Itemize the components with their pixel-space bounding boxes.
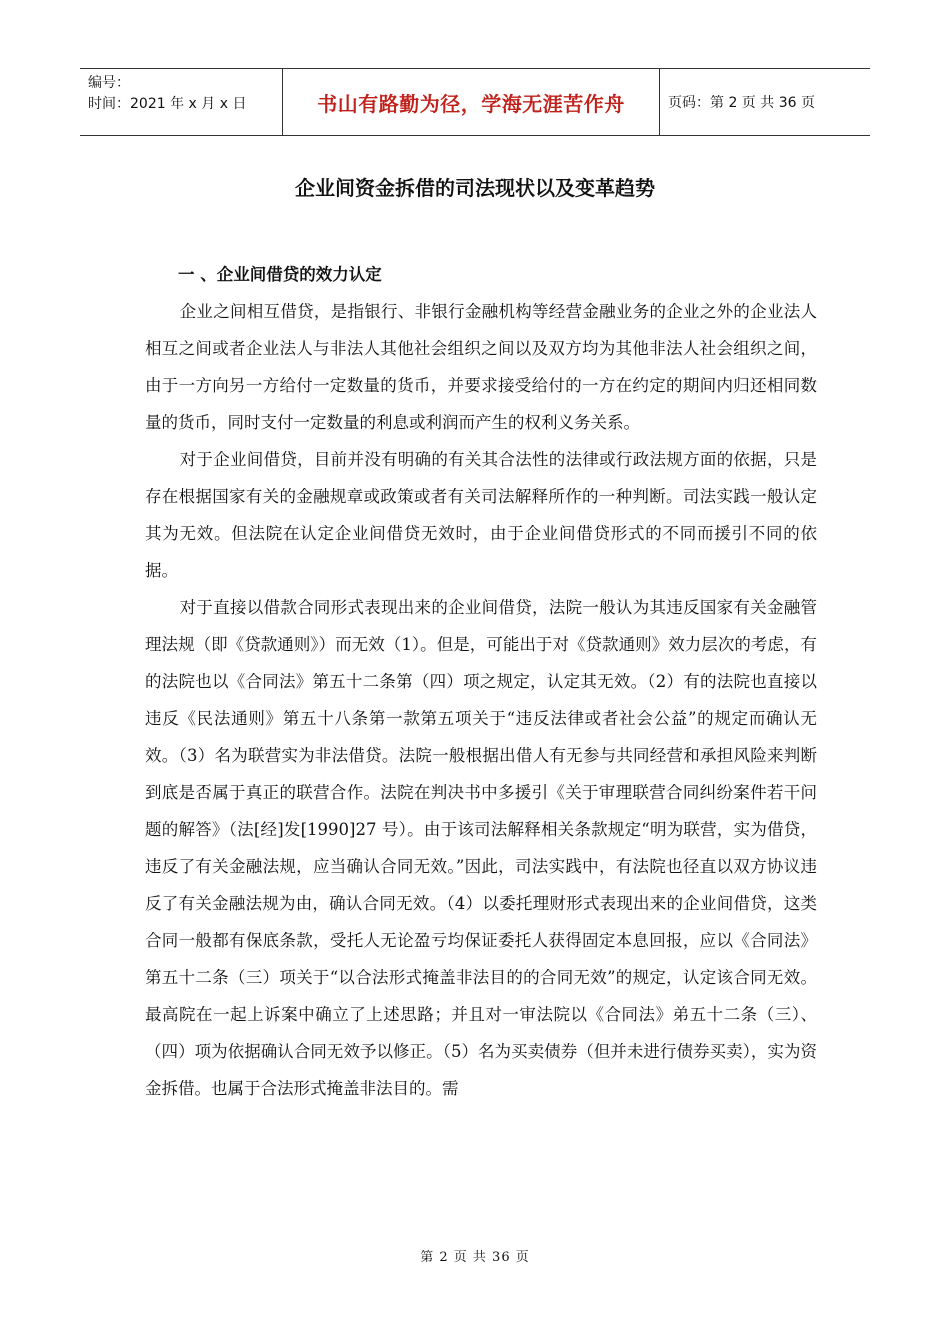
- page-footer: 第 2 页 共 36 页: [420, 1250, 530, 1265]
- page-header: [80, 68, 870, 136]
- header-page-info: 页码：第 2 页 共 36 页: [668, 95, 815, 111]
- paragraph-2: 对于企业间借贷，目前并没有明确的有关其合法性的法律或行政法规方面的依据，只是存在根据国家有关的金融规章或政策或者有关司法解释所作的一种判断。司法实践一般认定其为无效。但法院在认定企业间借贷无效时，由于企业间借贷形式的不同而援引不同的依据。: [145, 450, 817, 580]
- document-body: [145, 256, 817, 1107]
- paragraph-3: 对于直接以借款合同形式表现出来的企业间借贷，法院一般认为其违反国家有关金融管理法规（即《贷款通则》）而无效（1）。但是，可能出于对《贷款通则》效力层次的考虑，有的法院也以《合同法》第五十二条第（四）项之规定，认定其无效。（2）有的法院也直接以违反《民法通则》第五十八条第一款第五项关于“违反法律或者社会公益”的规定而确认无效。（3）名为联营实为非法借贷。法院一般根据出借人有无参与共同经营和承担风险来判断到底是否属于真正的联营合作。法院在判决书中多援引《关于审理联营合同纠纷案件若干问题的解答》（法[经]发[1990]27 号）。由于该司法解释相关条款规定“明为联营，实为借贷，违反了有关金融法规，应当确认合同无效。”因此，司法实践中，有法院也径直以双方协议违反了有关金融法规为由，确认合同无效。（4）以委托理财形式表现出来的企业间借贷，这类合同一般都有保底条款，受托人无论盈亏均保证委托人获得固定本息回报，应以《合同法》第五十二条（三）项关于“以合法形式掩盖非法目的的合同无效”的规定，认定该合同无效。最高院在一起上诉案中确立了上述思路；并且对一审法院以《合同法》弟五十二条（三）、（四）项为依据确认合同无效予以修正。（5）名为买卖债券（但并未进行债券买卖），实为资金拆借。也属于合法形式掩盖非法目的。需: [145, 598, 817, 1098]
- document-number-label: 编号：: [88, 75, 130, 91]
- document-date: 时间：2021 年 x 月 x 日: [88, 96, 247, 112]
- document-title: 企业间资金拆借的司法现状以及变革趋势: [295, 176, 655, 200]
- header-motto: 书山有路勤为径，学海无涯苦作舟: [283, 69, 660, 135]
- header-meta: [80, 69, 283, 135]
- section-heading: 一 、企业间借贷的效力认定: [178, 265, 382, 284]
- paragraph-1: 企业之间相互借贷，是指银行、非银行金融机构等经营金融业务的企业之外的企业法人相互之间或者企业法人与非法人其他社会组织之间以及双方均为其他非法人社会组织之间，由于一方向另一方给付一定数量的货币，并要求接受给付的一方在约定的期间内归还相同数量的货币，同时支付一定数量的利息或利润而产生的权利义务关系。: [145, 302, 817, 432]
